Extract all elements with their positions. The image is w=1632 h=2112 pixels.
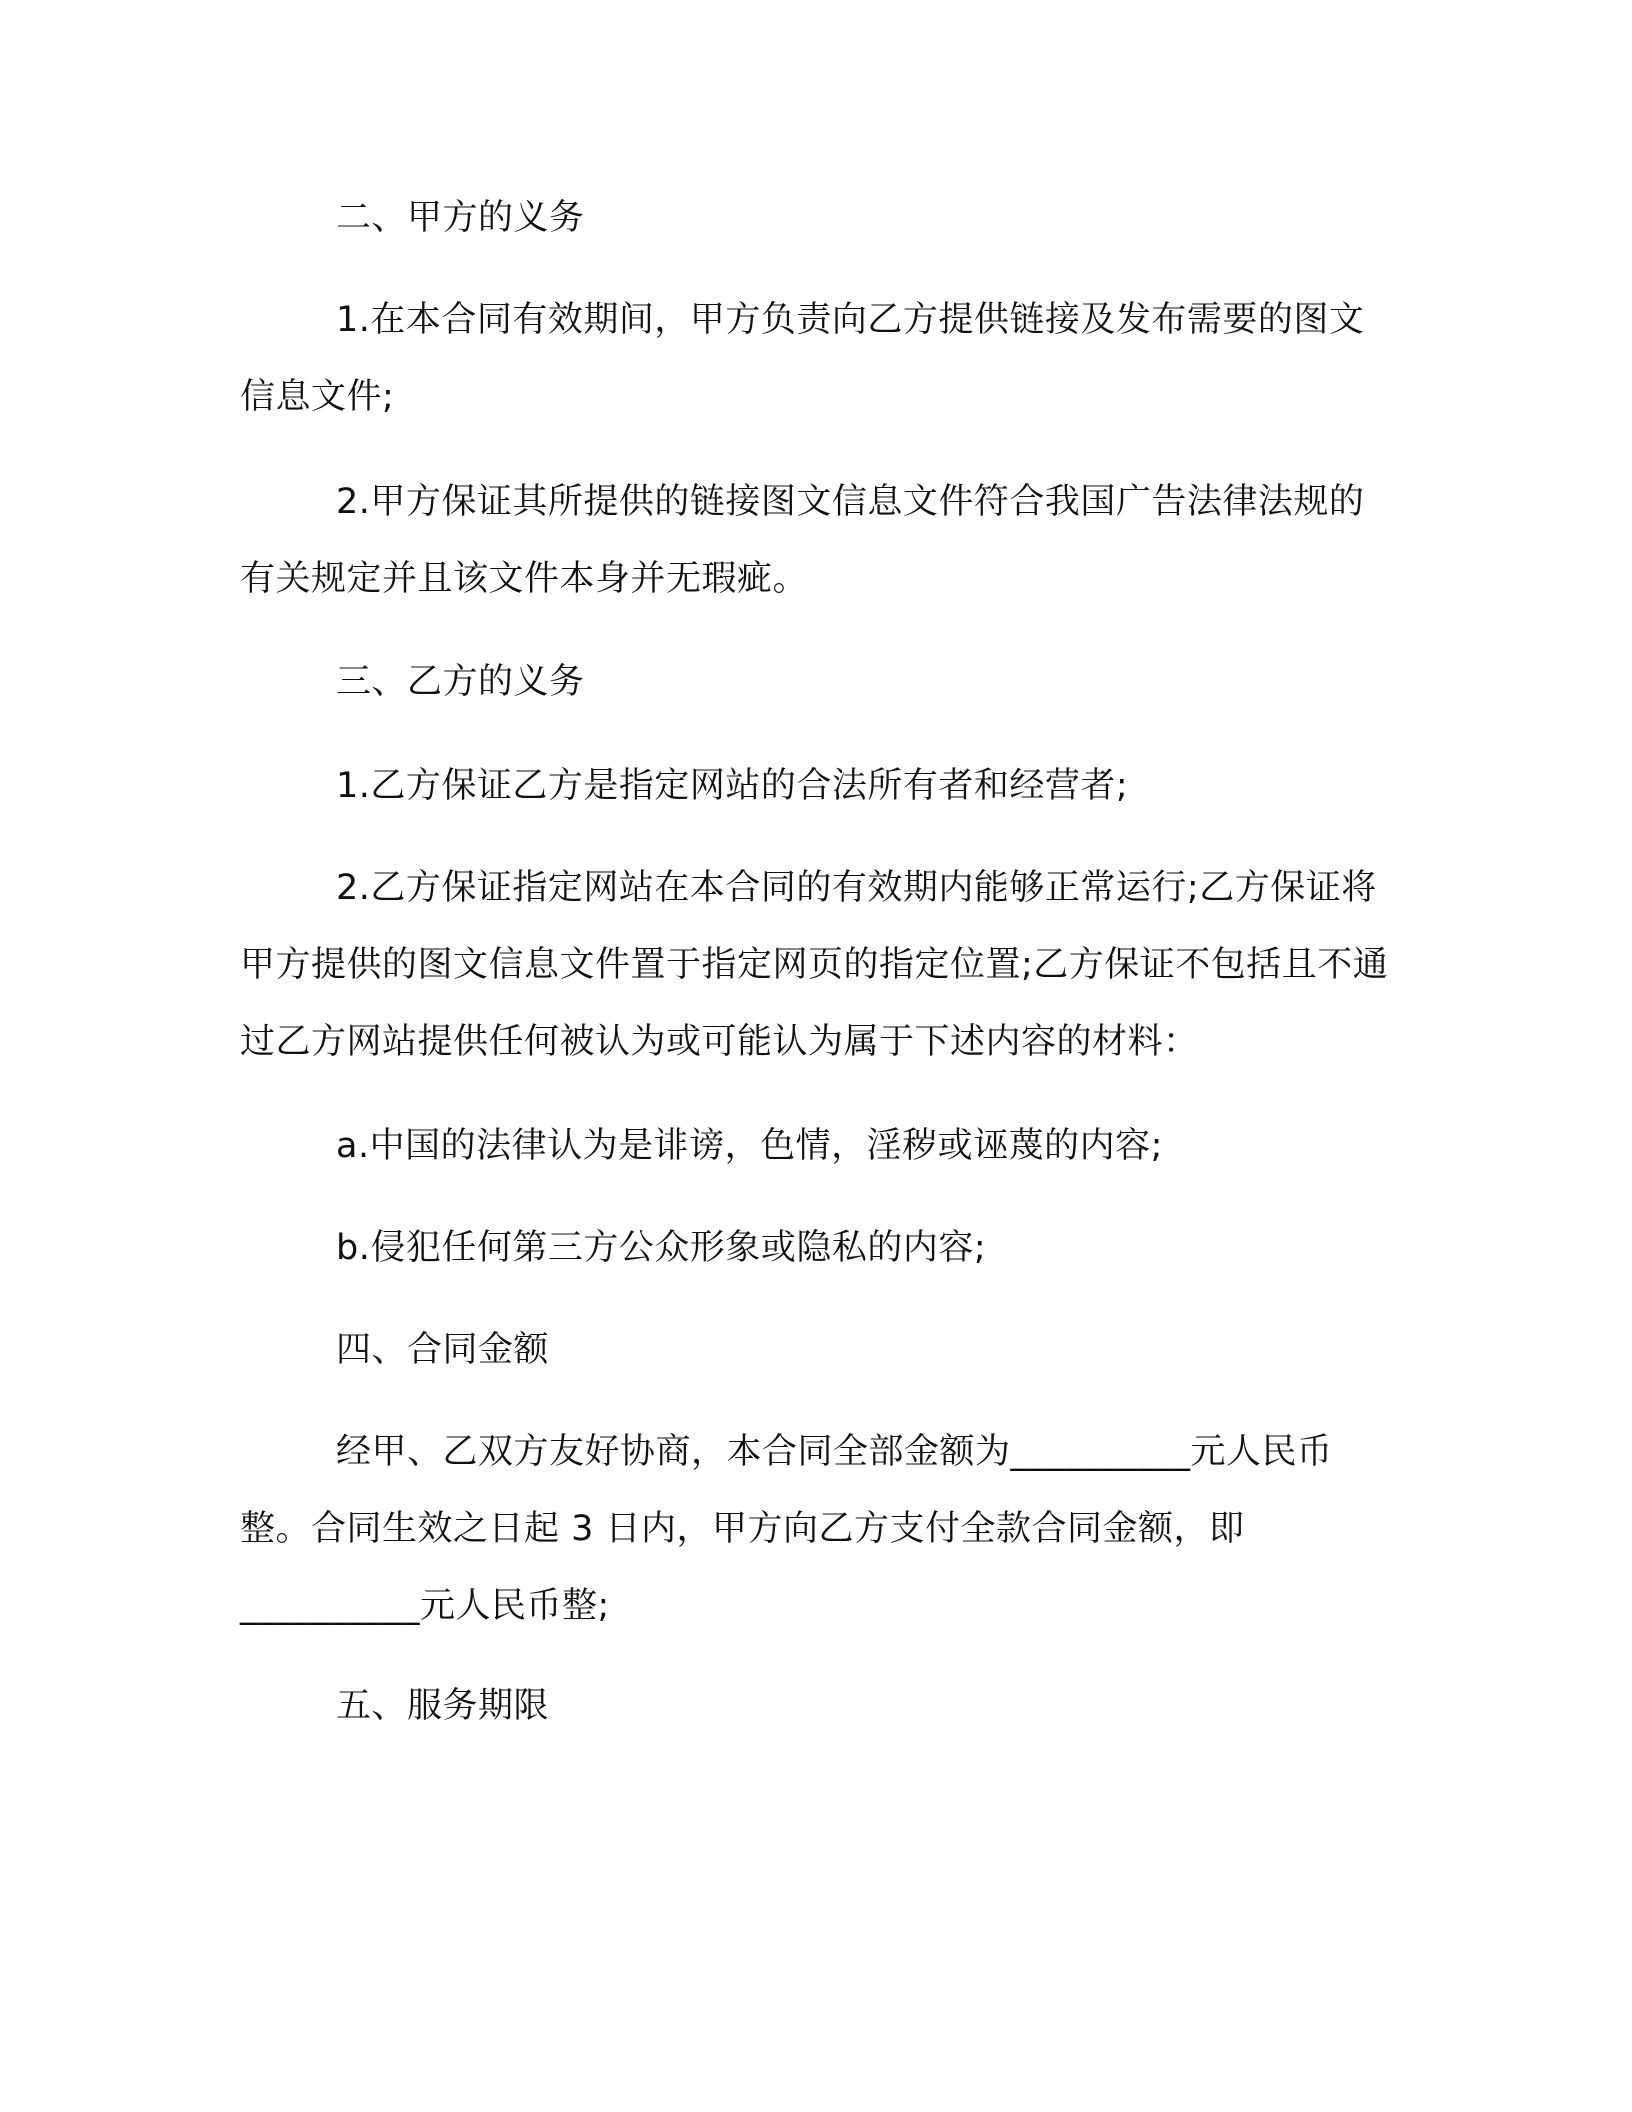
party-a-clause-1: 1.在本合同有效期间，甲方负责向乙方提供链接及发布需要的图文信息文件; bbox=[240, 300, 1365, 417]
section-heading-service-period: 五、服务期限 bbox=[336, 1686, 550, 1726]
party-b-clause-2: 2.乙方保证指定网站在本合同的有效期内能够正常运行;乙方保证将甲方提供的图文信息文件置于指定网页的指定位置;乙方保证不包括且不通过乙方网站提供任何被认为或可能认为属于下述内容的材料： bbox=[240, 868, 1389, 1062]
section-heading-contract-amount: 四、合同金额 bbox=[336, 1330, 550, 1370]
section-heading-party-b-obligations: 三、乙方的义务 bbox=[336, 662, 585, 702]
contract-amount-clause: 经甲、乙双方友好协商，本合同全部金额为__________元人民币整。合同生效之日起 3 日内，甲方向乙方支付全款合同金额，即__________元人民币整; bbox=[240, 1432, 1333, 1626]
party-b-clause-2b: b.侵犯任何第三方公众形象或隐私的内容; bbox=[336, 1228, 987, 1268]
party-a-clause-2: 2.甲方保证其所提供的链接图文信息文件符合我国广告法律法规的有关规定并且该文件本身并无瑕疵。 bbox=[240, 482, 1365, 599]
party-b-clause-2a: a.中国的法律认为是诽谤，色情，淫秽或诬蔑的内容; bbox=[336, 1126, 1163, 1166]
section-heading-party-a-obligations: 二、甲方的义务 bbox=[336, 198, 585, 238]
party-b-clause-1: 1.乙方保证乙方是指定网站的合法所有者和经营者; bbox=[336, 766, 1129, 806]
